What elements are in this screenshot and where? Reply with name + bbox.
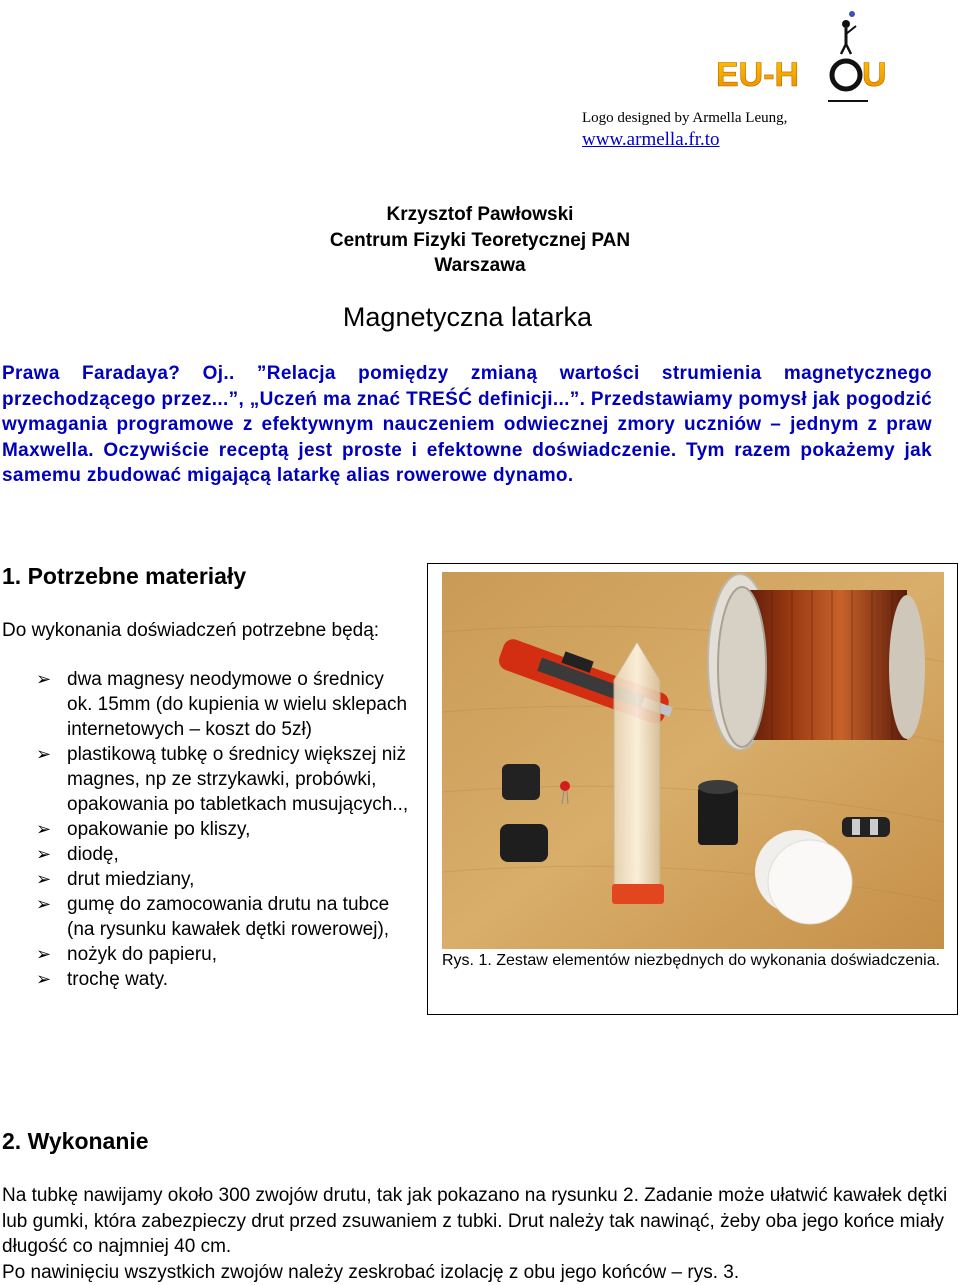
svg-text:U: U (862, 56, 887, 94)
list-item-text: dwa magnesy neodymowe o średnicy ok. 15mm (do kupienia w wielu sklepach internetowych – koszt do 5zł) (67, 669, 408, 740)
list-item-text: gumę do zamocowania drutu na tubce (na rysunku kawałek dętki rowerowej), (67, 894, 390, 940)
arrow-bullet-icon: ➢ (36, 944, 52, 964)
figure-caption: Rys. 1. Zestaw elementów niezbędnych do wykonania doświadczenia. (442, 952, 941, 969)
list-item (0, 842, 410, 867)
document-title: Magnetyczna latarka (342, 302, 593, 332)
author-city: Warszawa (434, 255, 526, 276)
logo-credit (582, 108, 787, 152)
list-item (0, 817, 410, 842)
execution-paragraph: Na tubkę nawijamy około 300 zwojów drutu, tak jak pokazano na rysunku 2. Zadanie może ułatwić kawałek dętki lub gumki, która zabezpieczy drut przed zsuwaniem z tubki. Drut należy tak nawinąć, żeby oba jego końce miały długość co najmniej 40 cm. (2, 1185, 948, 1257)
section-2-heading: 2. Wykonanie (2, 1128, 149, 1154)
figure-1 (427, 563, 958, 1015)
list-item (0, 742, 410, 817)
list-item-text: trochę waty. (67, 969, 169, 990)
materials-list (0, 667, 410, 992)
list-item (0, 867, 410, 892)
arrow-bullet-icon: ➢ (36, 744, 52, 764)
author-institution: Centrum Fizyki Teoretycznej PAN (329, 229, 631, 251)
list-item-text: plastikową tubkę o średnicy większej niż magnes, np ze strzykawki, probówki, opakowania po tabletkach musujących.., (67, 744, 409, 815)
list-item (0, 942, 410, 967)
section-1-heading: 1. Potrzebne materiały (2, 563, 247, 589)
list-item-text: diodę, (67, 844, 119, 865)
execution-text (2, 1183, 957, 1285)
list-item-text: opakowanie po kliszy, (67, 819, 251, 840)
list-item (0, 892, 410, 942)
arrow-bullet-icon: ➢ (36, 844, 52, 864)
eu-hou-logo (708, 4, 898, 104)
list-item-text: nożyk do papieru, (67, 944, 217, 965)
svg-text:EU-H: EU-H (716, 56, 800, 94)
author-name: Krzysztof Pawłowski (386, 204, 574, 225)
logo-credit-text: Logo designed by Armella Leung, (582, 110, 788, 126)
arrow-bullet-icon: ➢ (36, 869, 52, 889)
execution-paragraph: Po nawinięciu wszystkich zwojów należy zeskrobać izolację z obu jego końców – rys. 3. (2, 1261, 740, 1283)
list-item (0, 967, 410, 992)
materials-photo (442, 572, 944, 949)
arrow-bullet-icon: ➢ (36, 969, 52, 989)
materials-intro: Do wykonania doświadczeń potrzebne będą: (2, 620, 380, 641)
arrow-bullet-icon: ➢ (36, 894, 52, 914)
logo-credit-link[interactable]: www.armella.fr.to (582, 129, 720, 150)
list-item (0, 667, 410, 742)
list-item-text: drut miedziany, (67, 869, 195, 890)
intro-paragraph: Prawa Faradaya? Oj.. ”Relacja pomiędzy zmianą wartości strumienia magnetycznego przechodzącego przez...”, „Uczeń ma znać TREŚĆ definicji...”. Przedstawiamy pomysł jak pogodzić wymagania programowe z efektywnym nauczeniem odwiecznej zmory uczniów – jednym z praw Maxwella. Oczywiście receptą jest proste i efektowne doświadczenie. Tym razem pokażemy jak samemu zbudować migającą latarkę alias rowerowe dynamo. (2, 363, 932, 486)
author-block (0, 202, 960, 279)
arrow-bullet-icon: ➢ (36, 819, 52, 839)
arrow-bullet-icon: ➢ (36, 669, 52, 689)
